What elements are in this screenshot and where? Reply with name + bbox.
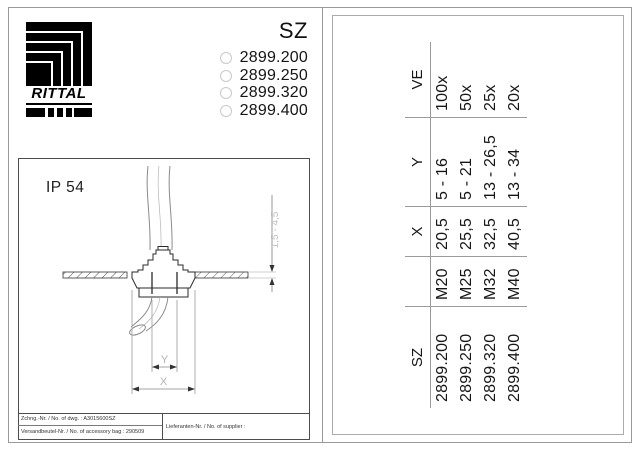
gland-body xyxy=(132,247,195,298)
table-cell: 2899.400 xyxy=(506,333,523,402)
cable-gland-drawing xyxy=(18,158,310,413)
cable-lower xyxy=(128,297,168,337)
table-cell: 25,5 xyxy=(455,207,479,257)
table-cell: M40 xyxy=(503,257,527,307)
drawing-number: Zchng.-Nr. / No. of dwg. : A3015600SZ xyxy=(21,416,116,422)
model-row xyxy=(218,103,308,118)
model-row xyxy=(218,50,308,65)
page-divider xyxy=(322,7,323,443)
table-header-y: Y xyxy=(405,118,431,207)
model-circle-icon xyxy=(220,52,232,64)
table-cell: 13 - 34 xyxy=(503,118,527,207)
table-cell: 2899.250 xyxy=(458,333,475,402)
table-cell: M20 xyxy=(431,257,455,307)
table-cell: M25 xyxy=(455,257,479,307)
table-cell: 100x xyxy=(431,42,455,118)
model-number: 2899.250 xyxy=(239,66,308,84)
dimension-panel-thickness xyxy=(248,195,281,292)
dim-range-label: 1,5 - 4,5 xyxy=(270,211,281,249)
title-block-divider xyxy=(162,413,163,440)
table-cell: 20x xyxy=(503,42,527,118)
table-cell: 32,5 xyxy=(479,207,503,257)
logo-barcode-bar xyxy=(26,108,92,117)
dim-y-label: Y xyxy=(160,354,169,366)
table-cell: 5 - 16 xyxy=(431,118,455,207)
model-row xyxy=(218,68,308,83)
supplier-number: Lieferanten-Nr. / No. of supplier : xyxy=(166,424,246,430)
dimension-x xyxy=(132,290,195,394)
table-cell: 5 - 21 xyxy=(455,118,479,207)
model-number: 2899.400 xyxy=(239,101,308,119)
title-block-mid-line xyxy=(18,425,162,426)
cable-upper xyxy=(147,166,172,250)
model-number: 2899.320 xyxy=(239,84,308,101)
dim-x-label: X xyxy=(159,376,168,388)
table-cell: 25x xyxy=(479,42,503,118)
logo-underline xyxy=(26,103,92,105)
model-row xyxy=(218,86,308,101)
ip-rating-label: IP 54 xyxy=(46,179,85,196)
model-circle-icon xyxy=(220,105,232,117)
table-cell: 40,5 xyxy=(503,207,527,257)
page-title: SZ xyxy=(278,18,308,43)
table-cell: 50x xyxy=(455,42,479,118)
table-cell: 2899.200 xyxy=(434,333,451,402)
table-cell: 13 - 26,5 xyxy=(479,118,503,207)
table-cell: M32 xyxy=(479,257,503,307)
table-header-thread xyxy=(405,257,431,307)
rittal-logo-mark-icon xyxy=(26,22,92,86)
model-circle-icon xyxy=(220,87,232,99)
title-block-top-line xyxy=(18,413,310,414)
model-number: 2899.200 xyxy=(239,48,308,66)
rittal-logo xyxy=(26,22,92,116)
table-cell: 2899.320 xyxy=(482,333,499,402)
table-header-x: X xyxy=(405,207,431,257)
rittal-wordmark: RITTAL xyxy=(31,85,87,102)
model-circle-icon xyxy=(220,70,232,82)
spec-table xyxy=(405,42,527,408)
accessory-bag-number: Versandbeutel-Nr. / No. of accessory bag : 290509 xyxy=(21,429,145,435)
table-cell: 20,5 xyxy=(431,207,455,257)
table-header-sz: SZ xyxy=(405,307,431,408)
table-header-ve: VE xyxy=(405,42,431,118)
